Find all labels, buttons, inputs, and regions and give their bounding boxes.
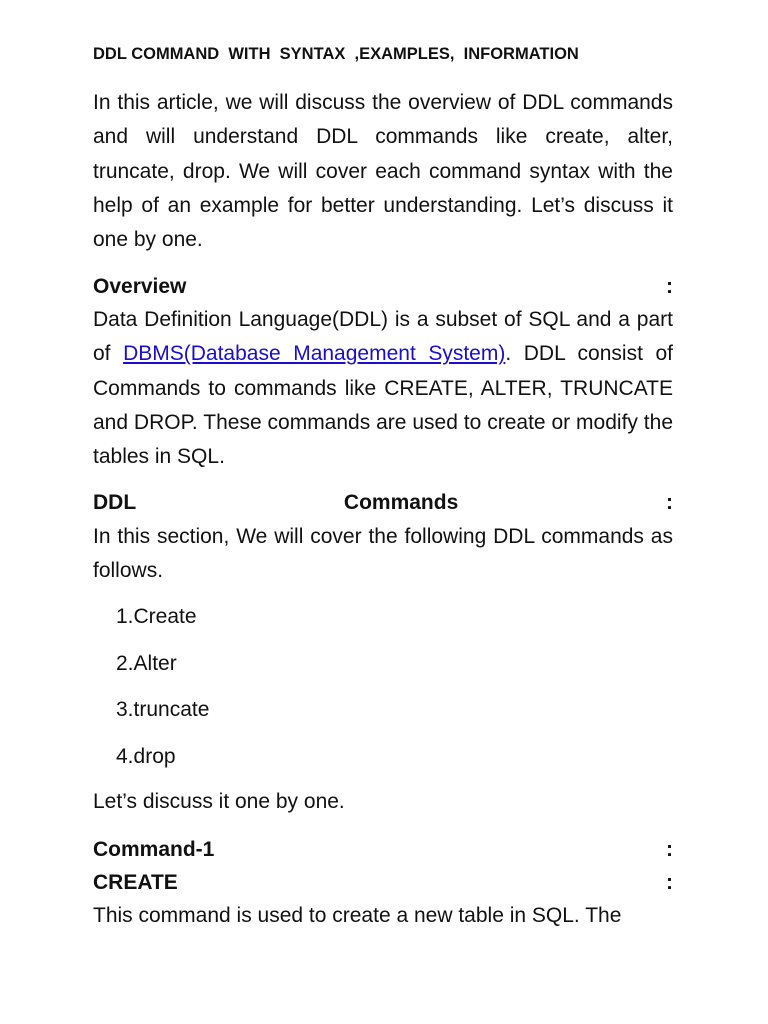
overview-paragraph — [93, 303, 673, 474]
list-item — [116, 600, 209, 647]
ddl-commands-paragraph: In this section, We will cover the following DDL commands as follows. — [93, 525, 673, 583]
list-item — [116, 647, 209, 694]
list-item-number: 4. — [116, 744, 134, 768]
ddl-commands-heading-row — [93, 486, 673, 519]
list-item-label: drop — [133, 744, 176, 768]
list-item-label: Create — [133, 605, 197, 628]
create-paragraph: This command is used to create a new table in SQL. The — [93, 904, 622, 927]
document-title: DDL COMMAND WITH SYNTAX ,EXAMPLES, INFORMATION — [93, 45, 579, 63]
list-item-label: Alter — [133, 651, 177, 675]
ddl-command-list — [116, 600, 209, 786]
list-item-number: 2. — [116, 651, 134, 675]
ddl-heading-mid: Commands — [343, 491, 459, 514]
command1-heading: Command-1 — [93, 838, 215, 861]
list-item — [116, 740, 209, 787]
list-item-number: 1. — [116, 605, 134, 628]
overview-heading: Overview — [93, 275, 187, 298]
list-item-label: truncate — [133, 698, 210, 721]
overview-text-before-link: Data Definition Language(DDL) is a subset of SQL and a part of — [93, 308, 673, 366]
dbms-link[interactable]: DBMS(Database Management System) — [123, 342, 506, 366]
command1-colon: : — [666, 838, 673, 861]
create-heading: CREATE — [93, 871, 178, 894]
intro-paragraph: In this article, we will discuss the overview of DDL commands and will understand DDL commands like create, alter, truncate, drop. We will cover each command syntax with the help of an example for better understanding. Let’s discuss it one by one. — [93, 91, 673, 252]
overview-colon: : — [666, 275, 673, 298]
ddl-heading-left: DDL — [93, 491, 137, 514]
create-colon: : — [666, 871, 673, 894]
overview-text-after-link: . DDL consist of Commands to commands like CREATE, ALTER, TRUNCATE and DROP. These commands are used to create or modify the tables in SQL. — [93, 342, 673, 469]
outro-paragraph: Let’s discuss it one by one. — [93, 790, 345, 813]
ddl-heading-colon: : — [666, 491, 673, 514]
command1-heading-row — [93, 833, 673, 866]
list-item — [116, 693, 209, 740]
create-heading-row — [93, 866, 673, 899]
list-item-number: 3. — [116, 698, 134, 721]
overview-heading-row — [93, 270, 673, 303]
